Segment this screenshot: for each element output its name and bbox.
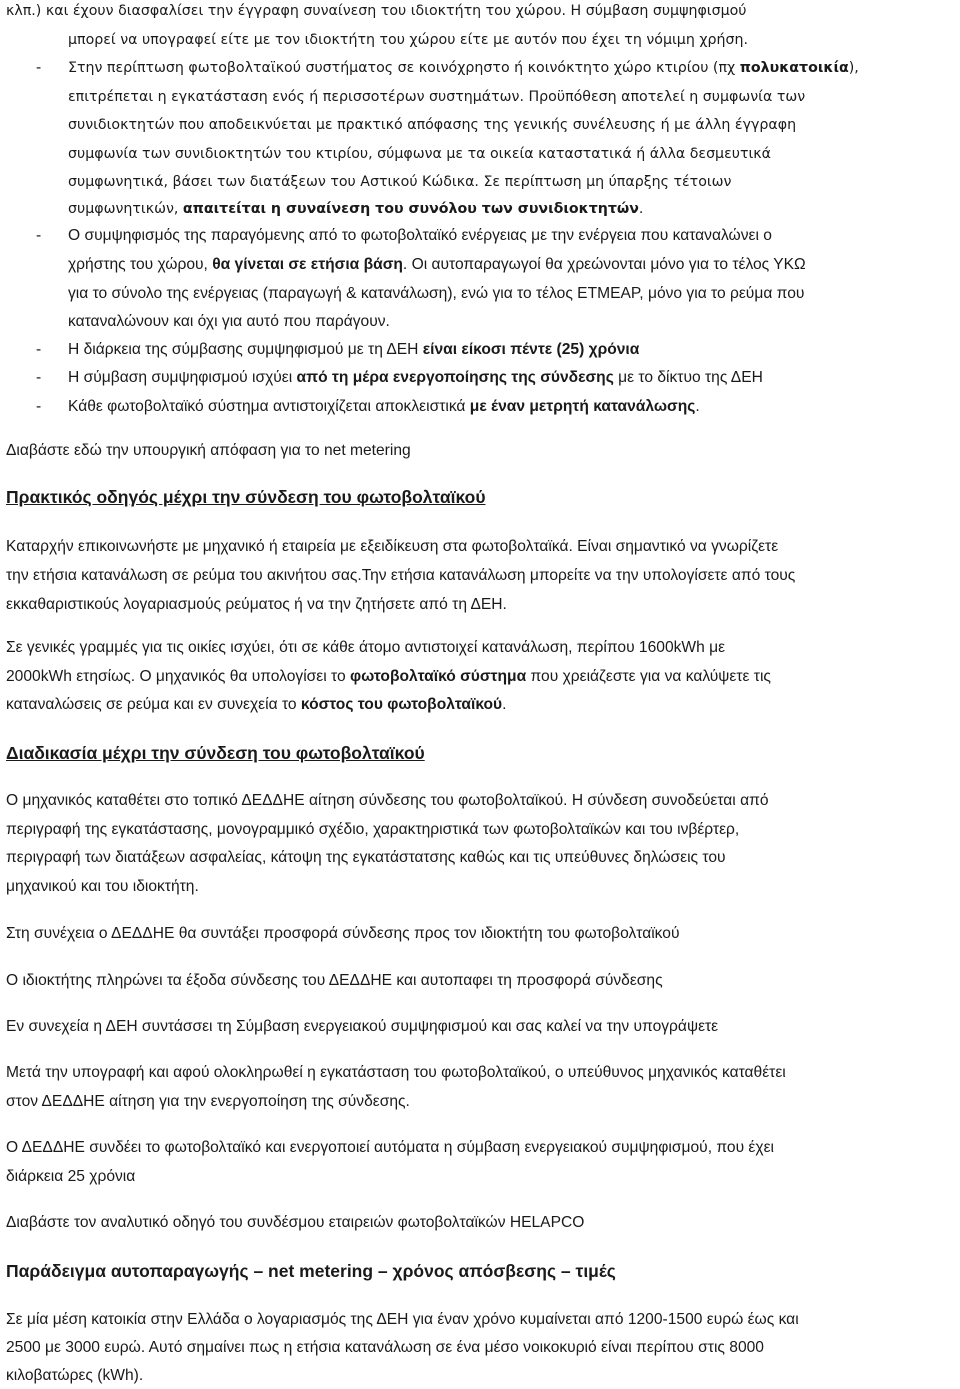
bullet-dash: -	[36, 59, 42, 76]
emphasis: κόστος του φωτοβολταϊκού	[300, 696, 503, 713]
paragraph-line: Εν συνεχεία η ΔΕΗ συντάσσει τη Σύμβαση ενεργειακού συμψηφισμού και σας καλεί να την υπογράψετε	[6, 1018, 719, 1035]
bullet-dash: -	[36, 227, 42, 244]
text: Κάθε φωτοβολταϊκό σύστημα αντιστοιχίζεται αποκλειστικά	[68, 398, 470, 415]
emphasis: με έναν μετρητή κατανάλωσης	[469, 398, 696, 415]
emphasis: είναι είκοσι πέντε (25) χρόνια	[422, 341, 640, 358]
paragraph-line	[6, 694, 506, 716]
paragraph-line: στον ΔΕΔΔΗΕ αίτηση για την ενεργοποίηση της σύνδεσης.	[6, 1093, 410, 1110]
emphasis: θα γίνεται σε ετήσια βάση	[212, 256, 403, 273]
bullet-dash: -	[36, 369, 42, 386]
paragraph-line: Στη συνέχεια ο ΔΕΔΔΗΕ θα συντάξει προσφορά σύνδεσης προς τον ιδιοκτήτη του φωτοβολταϊκού	[6, 925, 680, 942]
paragraph-line: Ο ιδιοκτήτης πληρώνει τα έξοδα σύνδεσης του ΔΕΔΔΗΕ και αυτοπαφει τη προσφορά σύνδεσης	[6, 972, 663, 989]
example-heading: Παράδειγμα αυτοπαραγωγής – net metering – χρόνος απόσβεσης – τιμές	[6, 1261, 616, 1281]
paragraph-line: μπορεί να υπογραφεί είτε με τον ιδιοκτήτη του χώρου είτε με αυτόν που έχει τη νόμιμη χρήση.	[68, 32, 749, 48]
paragraph-line: Μετά την υπογραφή και αφού ολοκληρωθεί η εγκατάσταση του φωτοβολταϊκού, ο υπεύθυνος μηχανικός καταθέτει	[6, 1064, 786, 1081]
paragraph-line: κιλοβατώρες (kWh).	[6, 1367, 144, 1384]
guide-heading: Πρακτικός οδηγός μέχρι την σύνδεση του φωτοβολταϊκού	[6, 487, 486, 507]
list-item-line	[68, 367, 763, 389]
paragraph-line: μηχανικού και του ιδιοκτήτη.	[6, 878, 199, 895]
text: συμφωνητικών,	[68, 201, 183, 217]
list-item-line: συνιδιοκτητών που αποδεικνύεται με πρακτικό απόφασης της γενικής συνέλευσης ή με άλλη έγγραφη	[68, 117, 797, 133]
list-item-line	[68, 57, 859, 79]
list-item-line: Ο συμψηφισμός της παραγόμενης από το φωτοβολταϊκό ενέργειας με την ενέργεια που καταναλώνει ο	[68, 227, 772, 244]
helapco-link-text[interactable]: Διαβάστε τον αναλυτικό οδηγό του συνδέσμου εταιρειών φωτοβολταϊκών HELAPCO	[6, 1214, 585, 1231]
text: Η διάρκεια της σύμβασης συμψηφισμού με τη ΔΕΗ	[68, 341, 423, 358]
emphasis: από τη μέρα ενεργοποίησης της σύνδεσης	[296, 369, 614, 386]
text: επιτρέπεται η εγκατάσταση ενός ή περισσοτέρων συστημάτων.	[68, 89, 529, 105]
text: Η σύμβαση συμψηφισμού ισχύει	[68, 369, 297, 386]
text: Προϋπόθεση αποτελεί η συμφωνία των	[528, 89, 806, 105]
paragraph-line: Ο ΔΕΔΔΗΕ συνδέει το φωτοβολταϊκό και ενεργοποιεί αυτόματα η σύμβαση ενεργειακού συμψηφισμού, που έχει	[6, 1139, 774, 1156]
emphasis: πολυκατοικία	[739, 60, 849, 76]
procedure-heading: Διαδικασία μέχρι την σύνδεση του φωτοβολταϊκού	[6, 743, 425, 763]
text: Στην περίπτωση φωτοβολταϊκού συστήματος σε κοινόχρηστο ή κοινόκτητο χώρο κτιρίου (πχ	[68, 60, 740, 76]
text: καταναλώσεις σε ρεύμα και εν συνεχεία το	[6, 696, 301, 713]
paragraph-line: διάρκεια 25 χρόνια	[6, 1168, 136, 1185]
paragraph-line: Καταρχήν επικοινωνήστε με μηχανικό ή εταιρεία με εξειδίκευση στα φωτοβολταϊκά. Είναι σημαντικό να γνωρίζετε	[6, 538, 779, 555]
list-item-line: συμφωνητικά, βάσει των διατάξεων του Αστικού Κώδικα. Σε περίπτωση μη ύπαρξης τέτοιων	[68, 174, 732, 190]
paragraph-line	[6, 666, 771, 688]
text: που χρειάζεστε για να καλύψετε τις	[526, 668, 771, 685]
text: χρήστης του χώρου,	[68, 256, 213, 273]
paragraph-line: την ετήσια κατανάλωση σε ρεύμα του ακινήτου σας.Την ετήσια κατανάλωση μπορείτε να την υπολογίσετε από τους	[6, 567, 796, 584]
paragraph-line: Ο μηχανικός καταθέτει στο τοπικό ΔΕΔΔΗΕ αίτηση σύνδεσης του φωτοβολταϊκού. Η σύνδεση συνοδεύεται από	[6, 792, 769, 809]
text: .	[695, 398, 700, 415]
bullet-dash: -	[36, 341, 42, 358]
bullet-dash: -	[36, 398, 42, 415]
paragraph-line: περιγραφή της εγκατάστασης, μονογραμμικό σχέδιο, χαρακτηριστικά των φωτοβολταϊκών και του ινβέρτερ,	[6, 821, 740, 838]
paragraph-line: Σε γενικές γραμμές για τις οικίες ισχύει, ότι σε κάθε άτομο αντιστοιχεί κατανάλωση, περίπου 1600kWh με	[6, 639, 726, 656]
list-item-line	[68, 254, 806, 276]
paragraph-line: εκκαθαριστικούς λογαριασμούς ρεύματος ή να την ζητήσετε από τη ΔΕΗ.	[6, 596, 507, 613]
paragraph-line: Σε μία μέση κατοικία στην Ελλάδα ο λογαριασμός της ΔΕΗ για έναν χρόνο κυμαίνεται από 1200-1500 ευρώ έως και	[6, 1311, 799, 1328]
paragraph-line: κλπ.) και έχουν διασφαλίσει την έγγραφη συναίνεση του ιδιοκτήτη του χώρου. Η σύμβαση συμψηφισμού	[6, 3, 747, 19]
list-item-line: για το σύνολο της ενέργειας (παραγωγή & κατανάλωση), ενώ για το τέλος ΕΤΜΕΑΡ, μόνο για το ρεύμα που	[68, 285, 805, 302]
text: .	[502, 696, 507, 713]
decision-link-text[interactable]: Διαβάστε εδώ την υπουργική απόφαση για το net metering	[6, 442, 411, 459]
text: .	[638, 201, 644, 217]
paragraph-line: περιγραφή των διατάξεων ασφαλείας, κάτοψη της εγκατάστατσης καθώς και τις υπεύθυνες δηλώσεις του	[6, 849, 726, 866]
emphasis: φωτοβολταϊκό σύστημα	[350, 668, 527, 685]
paragraph-line: 2500 με 3000 ευρώ. Αυτό σημαίνει πως η ετήσια κατανάλωση σε ένα μέσο νοικοκυριό είναι περίπου στις 8000	[6, 1339, 764, 1356]
list-item-line: συμφωνία των συνιδιοκτητών του κτιρίου, σύμφωνα με τα οικεία καταστατικά ή άλλα δεσμευτικά	[68, 146, 772, 162]
text: ),	[848, 60, 859, 76]
text: . Οι αυτοπαραγωγοί θα χρεώνονται μόνο για το τέλος ΥΚΩ	[402, 256, 806, 273]
list-item-line	[68, 396, 700, 418]
list-item-line	[68, 198, 643, 220]
list-item-line	[68, 86, 805, 108]
list-item-line	[68, 339, 639, 361]
text: με το δίκτυο της ΔΕΗ	[613, 369, 763, 386]
emphasis: απαιτείται η συναίνεση του συνόλου των συνιδιοκτητών	[182, 201, 639, 217]
list-item-line: καταναλώνουν και όχι για αυτό που παράγουν.	[68, 313, 390, 330]
text: 2000kWh ετησίως. Ο μηχανικός θα υπολογίσει το	[6, 668, 350, 685]
